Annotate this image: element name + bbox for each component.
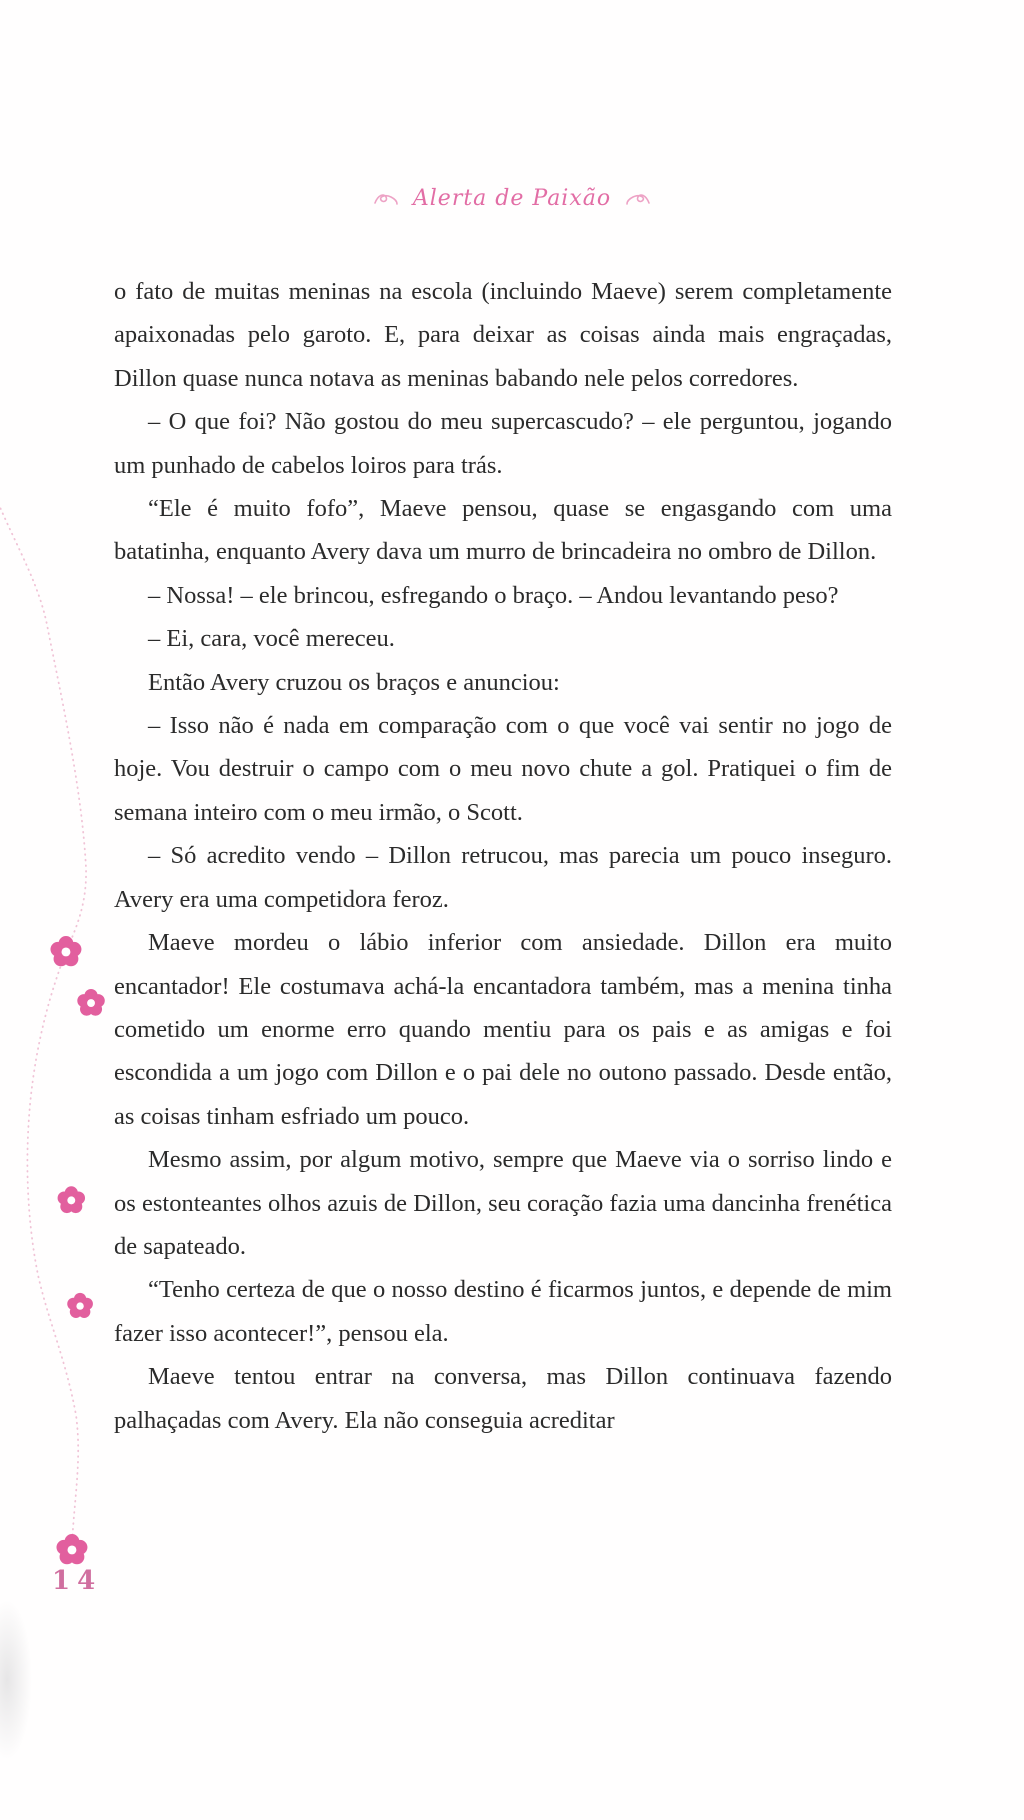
paragraph: – O que foi? Não gostou do meu supercascudo? – ele perguntou, jogando um punhado de cabelos loiros para trás.: [114, 408, 892, 479]
margin-vine-decoration: [0, 0, 130, 1820]
paragraph: Então Avery cruzou os braços e anunciou:: [148, 668, 560, 696]
dotted-vine-line: [0, 498, 86, 1545]
paragraph: “Tenho certeza de que o nosso destino é ficarmos juntos, e depende de mim fazer isso acontecer!”, pensou ela.: [114, 1276, 892, 1347]
flourish-left-icon: [373, 191, 399, 207]
flower-icon: [77, 989, 104, 1016]
paragraph: – Isso não é nada em comparação com o que você vai sentir no jogo de hoje. Vou destruir o campo com o meu novo chute a gol. Pratiquei o fim de semana inteiro com o meu irmão, o Scott.: [114, 712, 892, 826]
paragraph: “Ele é muito fofo”, Maeve pensou, quase se engasgando com uma batatinha, enquanto Avery dava um murro de brincadeira no ombro de Dillon.: [114, 495, 892, 566]
paragraph: o fato de muitas meninas na escola (incluindo Maeve) serem completamente apaixonadas pelo garoto. E, para deixar as coisas ainda mais engraçadas, Dillon quase nunca notava as meninas babando nele pelos corredores.: [114, 278, 892, 392]
paragraph: – Só acredito vendo – Dillon retrucou, mas parecia um pouco inseguro. Avery era uma competidora feroz.: [114, 842, 892, 913]
flower-icon: [50, 936, 81, 966]
scan-shadow: [0, 1600, 32, 1760]
page-number: 14: [52, 1566, 103, 1596]
paragraph: Maeve mordeu o lábio inferior com ansiedade. Dillon era muito encantador! Ele costumava achá-la encantadora também, mas a menina tinha cometido um enorme erro quando mentiu para os pais e as amigas e foi escondida a um jogo com Dillon e o pai dele no outono passado. Desde então, as coisas tinham esfriado um pouco.: [114, 929, 892, 1130]
page-title: Alerta de Paixão: [412, 186, 612, 211]
page-text: [114, 270, 892, 1442]
flower-icon: [67, 1293, 93, 1318]
flower-icon: [58, 1186, 85, 1213]
running-head: [0, 186, 1024, 211]
paragraph: – Nossa! – ele brincou, esfregando o braço. – Andou levantando peso?: [148, 581, 839, 609]
flower-icon: [56, 1534, 87, 1564]
flourish-right-icon: [625, 191, 651, 207]
paragraph: – Ei, cara, você mereceu.: [148, 625, 395, 653]
paragraph: Maeve tentou entrar na conversa, mas Dillon continuava fazendo palhaçadas com Avery. Ela não conseguia acreditar: [114, 1363, 892, 1434]
paragraph: Mesmo assim, por algum motivo, sempre que Maeve via o sorriso lindo e os estonteantes olhos azuis de Dillon, seu coração fazia uma dancinha frenética de sapateado.: [114, 1146, 892, 1260]
